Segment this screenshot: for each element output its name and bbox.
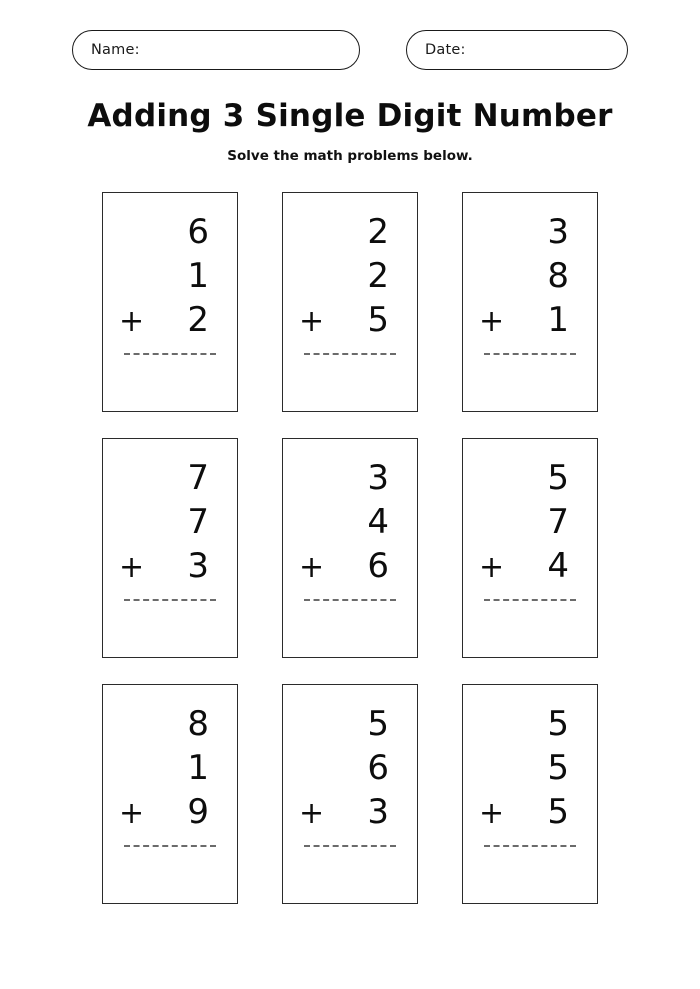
problem-card[interactable] — [282, 438, 418, 658]
addend-3: 3 — [187, 546, 209, 587]
addend-3: 9 — [187, 792, 209, 833]
answer-line[interactable] — [484, 845, 576, 847]
addend-3-row — [477, 545, 583, 587]
plus-icon: + — [119, 304, 145, 340]
addend-3: 2 — [187, 300, 209, 341]
plus-icon: + — [299, 550, 325, 586]
addend-3-row — [297, 545, 403, 587]
addend-3-row — [297, 299, 403, 341]
addend-3-row — [117, 791, 223, 833]
addend-1: 5 — [547, 458, 569, 498]
problem-card[interactable] — [282, 192, 418, 412]
problem-rows — [297, 211, 403, 341]
page-title: Adding 3 Single Digit Number — [87, 98, 613, 134]
addend-1: 7 — [187, 458, 209, 498]
addend-3: 5 — [547, 792, 569, 833]
addend-3-row — [117, 545, 223, 587]
problem-rows — [117, 703, 223, 833]
page-subtitle: Solve the math problems below. — [227, 148, 473, 164]
header-fields — [0, 0, 700, 70]
plus-icon: + — [299, 304, 325, 340]
date-label: Date: — [425, 42, 466, 58]
plus-icon: + — [479, 304, 505, 340]
addend-1: 8 — [187, 704, 209, 744]
answer-line[interactable] — [304, 353, 396, 355]
answer-line[interactable] — [304, 599, 396, 601]
addend-1: 5 — [367, 704, 389, 744]
answer-line[interactable] — [304, 845, 396, 847]
addend-3-row — [117, 299, 223, 341]
problem-rows — [477, 703, 583, 833]
problem-card[interactable] — [462, 192, 598, 412]
answer-line[interactable] — [124, 599, 216, 601]
problem-card[interactable] — [462, 684, 598, 904]
answer-line[interactable] — [124, 845, 216, 847]
addend-3-row — [477, 299, 583, 341]
addend-1: 3 — [547, 212, 569, 252]
answer-line[interactable] — [484, 599, 576, 601]
addend-2: 7 — [547, 502, 569, 543]
problem-rows — [297, 457, 403, 587]
addend-2: 7 — [187, 502, 209, 543]
problem-grid — [90, 192, 610, 904]
problem-card[interactable] — [282, 684, 418, 904]
addend-3: 5 — [367, 300, 389, 341]
addend-1: 3 — [367, 458, 389, 498]
addend-3: 4 — [547, 546, 569, 587]
addend-3-row — [477, 791, 583, 833]
addend-2: 2 — [367, 256, 389, 297]
name-label: Name: — [91, 42, 140, 58]
problem-card[interactable] — [462, 438, 598, 658]
problem-card[interactable] — [102, 438, 238, 658]
addend-2: 6 — [367, 748, 389, 789]
problem-rows — [117, 457, 223, 587]
plus-icon: + — [119, 550, 145, 586]
addend-3-row — [297, 791, 403, 833]
addend-2: 1 — [187, 256, 209, 297]
problem-rows — [117, 211, 223, 341]
addend-1: 5 — [547, 704, 569, 744]
problem-card[interactable] — [102, 192, 238, 412]
answer-line[interactable] — [484, 353, 576, 355]
addend-2: 4 — [367, 502, 389, 543]
plus-icon: + — [119, 796, 145, 832]
footer-space — [0, 904, 700, 964]
addend-3: 6 — [367, 546, 389, 587]
addend-2: 5 — [547, 748, 569, 789]
plus-icon: + — [299, 796, 325, 832]
plus-icon: + — [479, 550, 505, 586]
addend-2: 8 — [547, 256, 569, 297]
addend-1: 2 — [367, 212, 389, 252]
answer-line[interactable] — [124, 353, 216, 355]
problem-rows — [297, 703, 403, 833]
problem-card[interactable] — [102, 684, 238, 904]
date-field[interactable] — [406, 30, 628, 70]
plus-icon: + — [479, 796, 505, 832]
addend-2: 1 — [187, 748, 209, 789]
addend-3: 3 — [367, 792, 389, 833]
addend-3: 1 — [547, 300, 569, 341]
problem-rows — [477, 457, 583, 587]
name-field[interactable] — [72, 30, 360, 70]
problem-rows — [477, 211, 583, 341]
addend-1: 6 — [187, 212, 209, 252]
